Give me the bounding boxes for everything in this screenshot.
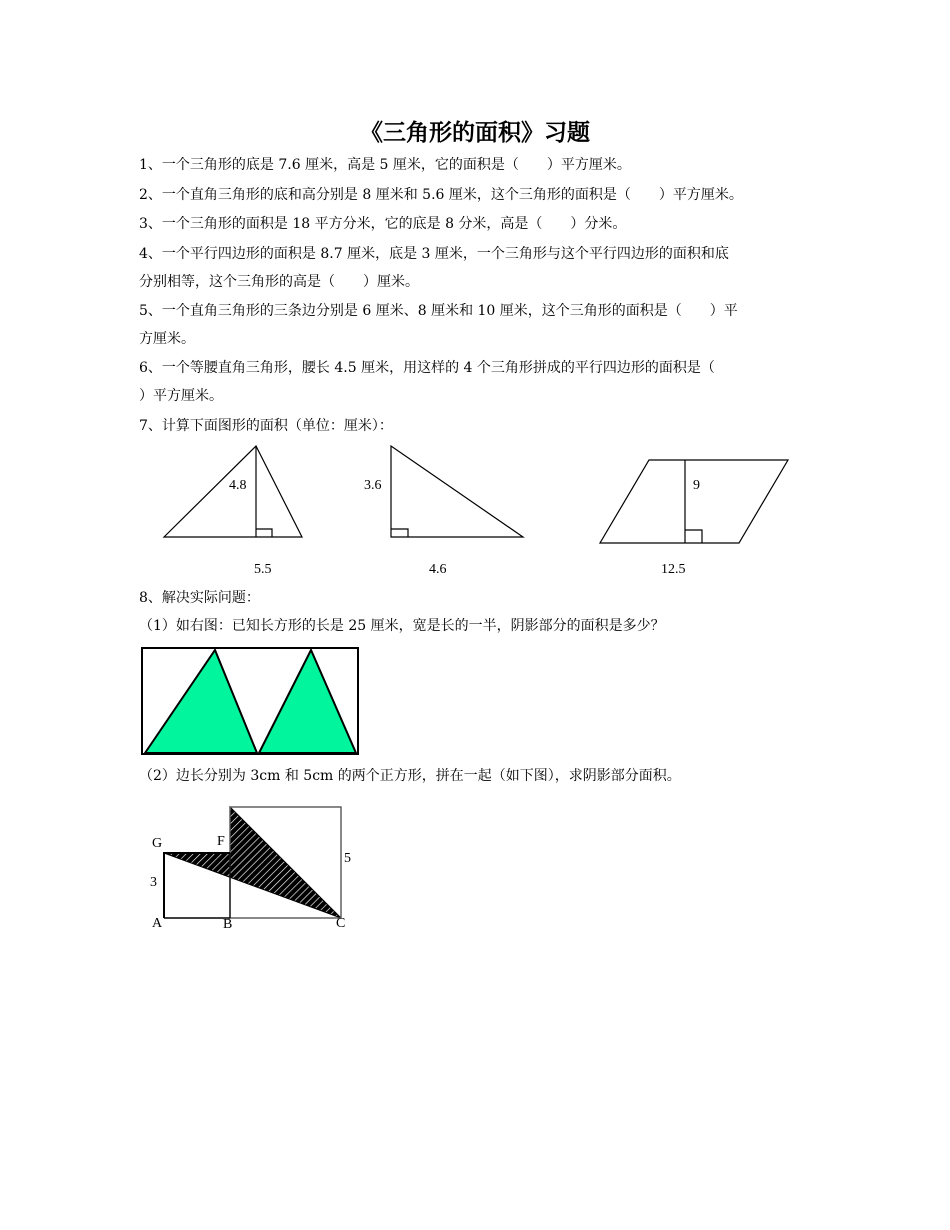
question-4-line-1: 4、一个平行四边形的面积是 8.7 厘米，底是 3 厘米，一个三角形与这个平行四边形的面积和底 [139,246,729,262]
label-B: B [223,917,233,932]
question-2: 2、一个直角三角形的底和高分别是 8 厘米和 5.6 厘米，这个三角形的面积是（ ）平方厘米。 [139,187,743,203]
question-5-line-2: 方厘米。 [139,331,195,347]
question-8-1: （1）如右图：已知长方形的长是 25 厘米，宽是长的一半，阴影部分的面积是多少？ [139,618,665,634]
figure-two-squares [164,807,341,918]
figure-rectangle-shaded-triangles [142,648,358,754]
page-title: 《三角形的面积》习题 [360,120,590,146]
question-6-line-2: ）平方厘米。 [139,388,223,404]
label-F: F [217,834,225,849]
parallelogram-height-label: 9 [693,478,700,493]
figure-triangle-2 [391,446,523,537]
label-G: G [152,836,163,851]
triangle-2-base-label: 4.6 [429,562,447,577]
question-8-2: （2）边长分别为 3cm 和 5cm 的两个正方形，拼在一起（如下图），求阴影部分面积。 [139,768,681,784]
question-7: 7、计算下面图形的面积（单位：厘米）： [139,418,393,434]
triangle-2-height-label: 3.6 [364,478,382,493]
triangle-1-base-label: 5.5 [254,562,272,577]
parallelogram-base-label: 12.5 [661,562,686,577]
label-C: C [336,916,346,931]
label-side-3: 3 [150,875,157,890]
question-8: 8、解决实际问题： [139,590,260,606]
question-6-line-1: 6、一个等腰直角三角形，腰长 4.5 厘米，用这样的 4 个三角形拼成的平行四边形的面积是（ [139,360,715,376]
question-5-line-1: 5、一个直角三角形的三条边分别是 6 厘米、8 厘米和 10 厘米，这个三角形的面积是（ ）平 [139,303,738,319]
label-A: A [152,916,163,931]
triangle-1-height-label: 4.8 [229,478,247,493]
question-4-line-2: 分别相等，这个三角形的高是（ ）厘米。 [139,274,419,290]
figure-parallelogram [600,460,788,543]
question-1: 1、一个三角形的底是 7.6 厘米，高是 5 厘米，它的面积是（ ）平方厘米。 [139,157,631,173]
question-3: 3、一个三角形的面积是 18 平方分米，它的底是 8 分米，高是（ ）分米。 [139,216,627,232]
label-side-5: 5 [344,851,351,866]
